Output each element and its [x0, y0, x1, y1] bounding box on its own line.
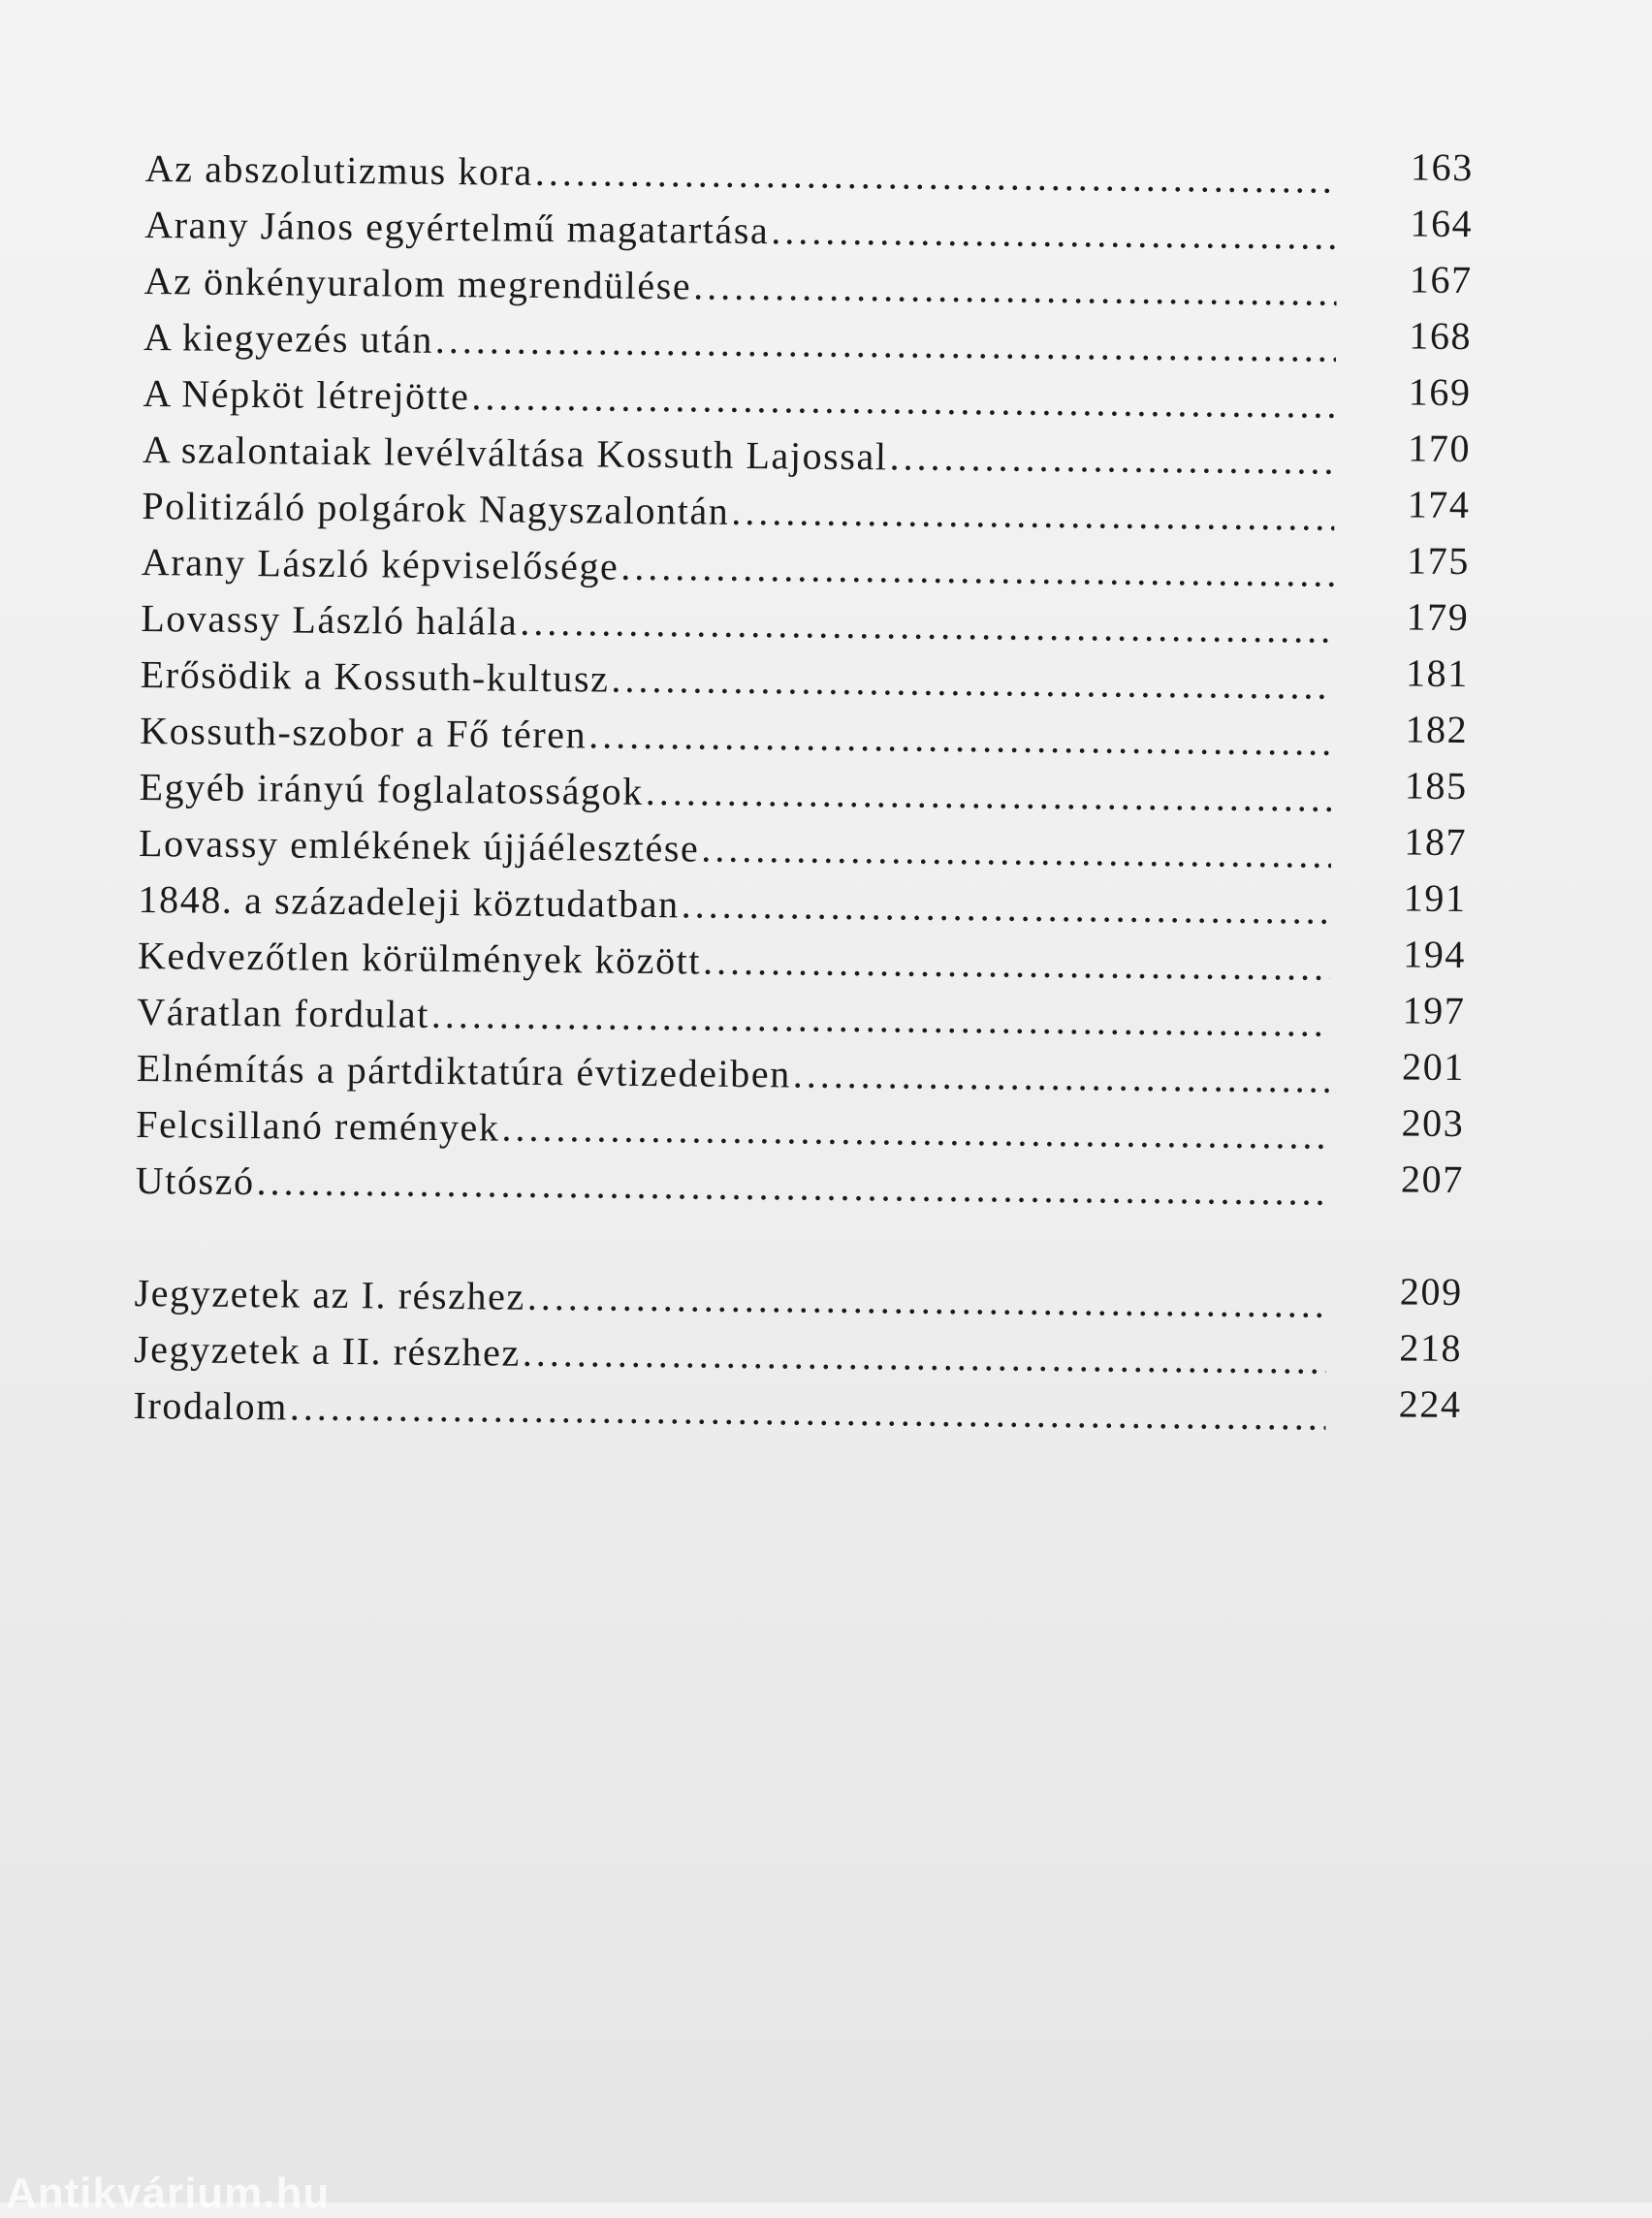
toc-entry-page: 168	[1409, 313, 1473, 359]
toc-entry-title: Lovassy László halála	[141, 595, 519, 644]
dot-leader	[701, 826, 1331, 877]
toc-entry-page: 203	[1401, 1100, 1465, 1146]
toc-entry-page: 169	[1408, 369, 1472, 415]
toc-entry-page: 187	[1404, 819, 1468, 865]
dot-leader	[731, 489, 1334, 540]
toc-entry-title: Az abszolutizmus kora	[144, 145, 534, 194]
dot-leader	[520, 599, 1333, 652]
toc-entry-title: Erősödik a Kossuth-kultusz	[140, 651, 610, 701]
toc-entry-page: 163	[1410, 144, 1475, 190]
dot-leader	[523, 1330, 1327, 1383]
toc-entry-page: 201	[1401, 1044, 1466, 1090]
toc-entry-page: 179	[1406, 594, 1470, 640]
toc-entry-page: 170	[1408, 426, 1472, 471]
toc-entry-page: 182	[1405, 707, 1469, 752]
dot-leader	[435, 317, 1337, 371]
dot-leader	[682, 881, 1331, 933]
toc-entry-title: A kiegyezés után	[143, 314, 434, 362]
toc-entry-page: 218	[1399, 1325, 1463, 1371]
toc-entry-title: A szalontaiak levélváltása Kossuth Lajossal	[142, 427, 888, 479]
dot-leader	[620, 544, 1334, 596]
dot-leader	[646, 769, 1332, 821]
toc-entry-page: 181	[1405, 650, 1470, 696]
toc-entry-page: 207	[1400, 1157, 1465, 1202]
table-of-contents	[133, 145, 1474, 1451]
dot-leader	[771, 207, 1337, 259]
dot-leader	[431, 992, 1330, 1046]
toc-entry-title: Utószó	[135, 1157, 255, 1204]
toc-entry-page: 175	[1406, 538, 1471, 584]
toc-entry-page: 185	[1404, 763, 1468, 808]
toc-entry-title: Irodalom	[133, 1382, 289, 1429]
toc-entry-title: Arany László képviselősége	[141, 539, 620, 588]
dot-leader	[501, 1105, 1328, 1158]
toc-entry-title: Felcsillanó remények	[136, 1101, 500, 1150]
toc-entry-page: 164	[1410, 201, 1474, 246]
dot-leader	[889, 433, 1335, 483]
toc-entry-title: Elnémítás a pártdiktatúra évtizedeiben	[136, 1045, 792, 1096]
toc-entry-page: 167	[1409, 257, 1473, 302]
toc-entry-page: 191	[1403, 875, 1467, 921]
dot-leader	[693, 263, 1337, 314]
dot-leader	[471, 373, 1335, 428]
dot-leader	[527, 1274, 1327, 1327]
toc-entry-page: 209	[1399, 1269, 1463, 1315]
toc-appendix-entry	[133, 1382, 1461, 1451]
toc-entry-title: Jegyzetek az I. részhez	[134, 1270, 526, 1318]
watermark: Antikvárium.hu	[6, 2170, 331, 2217]
dot-leader	[703, 938, 1330, 990]
toc-entry-title: Kossuth-szobor a Fő téren	[139, 708, 588, 757]
toc-entry-title: A Népköt létrejötte	[143, 370, 470, 419]
dot-leader	[535, 149, 1338, 203]
toc-entry-title: Jegyzetek a II. részhez	[133, 1326, 522, 1375]
toc-entry-title: Politizáló polgárok Nagyszalontán	[142, 483, 730, 533]
toc-entry-title: Váratlan fordulat	[137, 989, 430, 1036]
dot-leader	[290, 1383, 1326, 1439]
dot-leader	[793, 1051, 1329, 1101]
dot-leader	[611, 656, 1333, 709]
toc-entry-page: 197	[1402, 988, 1466, 1033]
toc-entry-title: Kedvezőtlen körülmények között	[137, 933, 702, 983]
toc-entry-title: Arany János egyértelmű magatartása	[144, 202, 770, 253]
toc-entry-page: 224	[1398, 1381, 1462, 1427]
toc-entry-title: 1848. a századeleji köztudatban	[138, 876, 681, 927]
dot-leader	[256, 1158, 1327, 1215]
toc-entry-title: Az önkényuralom megrendülése	[143, 258, 692, 308]
toc-entry-page: 174	[1407, 482, 1471, 527]
toc-entry-page: 194	[1403, 932, 1467, 977]
toc-entry-title: Lovassy emlékének újjáélesztése	[138, 820, 700, 871]
dot-leader	[588, 712, 1332, 764]
toc-entry-title: Egyéb irányú foglalatosságok	[139, 764, 645, 813]
